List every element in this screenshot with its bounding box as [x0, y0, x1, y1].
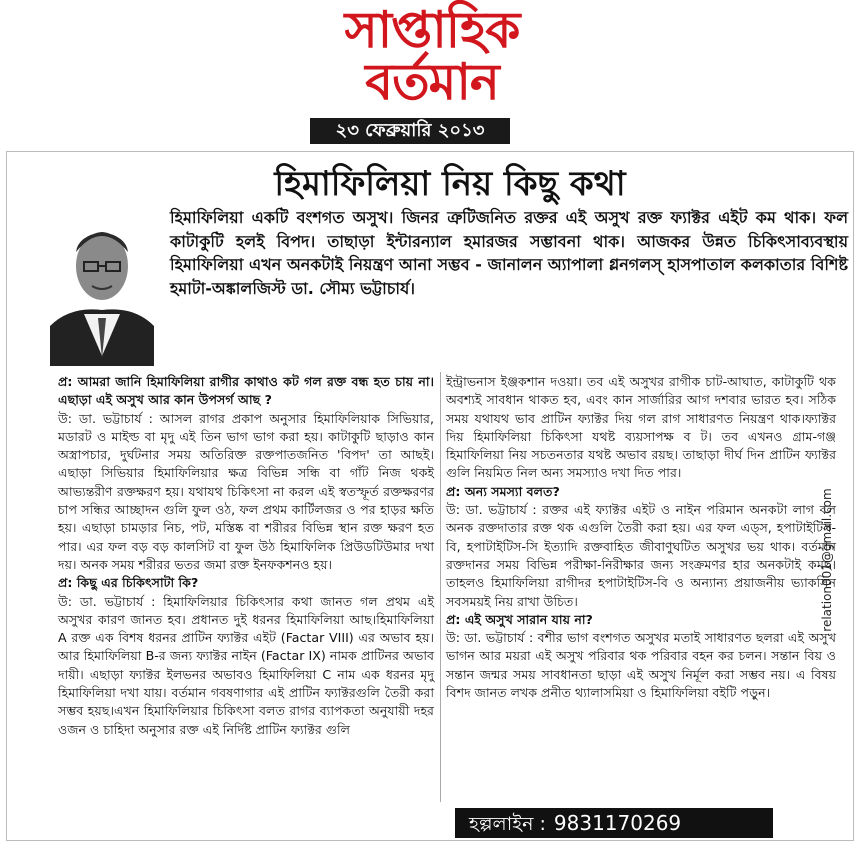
masthead-line-1: সাপ্তাহিক	[344, 0, 520, 59]
article-headline: হিমাফিলিয়া নিয় কিছু কথা	[274, 164, 626, 204]
question-paragraph: প্র: অন্য সমস্যা বলত?	[446, 483, 560, 499]
question-paragraph: প্র: আমরা জানি হিমাফিলিয়া রাগীর কাথাও কট গল রক্ত বন্ধ হত চায় না। এছাড়া এই অসুখ আর কান উপসর্গ আছ ?	[58, 374, 434, 408]
masthead-line-2: বর্তমান	[365, 52, 499, 111]
answer-paragraph: উ: ডা. ভট্টাচার্য : আসল রাগর প্রকাপ অনুসার হিমাফিলিয়াক সিভিয়ার, মডারট ও মাইল্ড বা মৃদু এই তিন ভাগ ভাগ করা হয়। কাটাকুটি ছাড়াও কান অস্ত্রাপচার, দুর্ঘটনার সময় অতিরিক্ত রক্তপাতজনিত 'বিপদ' তা আছই। এছাড়া সিভিয়ার হিমাফিলিয়ার ক্ষত্র বিভিন্ন সন্ধি বা গাঁট নিজ থকই আভ্যন্তরীণ রক্তক্ষরণ হয়। যথাযথ চিকিৎসা না করল এই স্বতস্ফূর্ত রক্তক্ষরণর চাপ সন্ধির আচ্ছাদন গুলি ফুল ওঠ, ফল প্রথম কার্টিলজর ও পর হাড়র ক্ষতি হয়। এছাড়া চামড়ার নিচ, পট, মস্তিষ্ক বা শরীরর বিভিন্ন স্থান রক্ত ক্ষরণ হত পার। এর ফল বড় বড় কালসিট বা ফুল উঠ হিমাফিলিক প্রিউডটিউমার দখা দয়। অনক সময় শরীরর ভতর জমা রক্ত ইনফকশনও হয়।	[58, 410, 434, 572]
question-paragraph: প্র: এই অসুখ সারান যায় না?	[446, 611, 593, 627]
answer-paragraph: উ: ডা. ভট্টাচার্য : হিমাফিলিয়ার চিকিৎসার কথা জানত গল প্রথম এই অসুখর কারণ জানত হব। প্রধানত দুই ধরনর হিমাফিলিয়া আছ।হিমাফিলিয়া A রক্ত এক বিশষ ধরনর প্রাটিন ফ্যাক্টর এইট (Factar VIII) এর অভাব হয়। আর হিমাফিলিয়া B-র জন্য ফ্যাক্টর নাইন (Factar IX) নামক প্রাটিনর অভাব দায়ী। এছাড়া ফ্যাক্টর ইলভনর অভাবও হিমাফিলিয়া C নাম এক ধরনর মৃদু হিমাফিলিয়া দখা যায়। বর্তমান গবষণাগার এই প্রাটিন ফ্যাক্টরগুলি তৈরী করা সম্ভব হয়ছ।এখন হিমাফিলিয়ার চিকিৎসা বলত রাগর ব্যাপকতা অনুযায়ী দহর ওজন ও চাহিদা অনুসার রক্ত এই নির্দিষ্ট প্রাটিন ফ্যাক্টর গুলি	[58, 593, 434, 737]
helpline-label: হল্পলাইন :	[469, 813, 546, 835]
issue-date: ২৩ ফেব্রুয়ারি ২০১৩	[310, 118, 510, 144]
article-intro: হিমাফিলিয়া একটি বংশগত অসুখ। জিনর ত্রুটিজনিত রক্তর এই অসুখ রক্ত ফ্যাক্টর এইট কম থাক। ফল কাটাকুটি হলই বিপদ। তাছাড়া ইন্টারন্যাল হমারজর সম্ভাবনা থাক। আজকর উন্নত চিকিৎসাব্যবস্থায় হিমাফিলিয়া এখন অনকটাই নিয়ন্ত্রণ আনা সম্ভব - জানালন অ্যাপালা গ্লনগলস্ হাসপাতাল কলকাতার বিশিষ্ট হমাটা-অঙ্কালজিস্ট ডা. সৌম্য ভট্টাচার্য।	[170, 208, 848, 298]
helpline-number[interactable]: 9831170269	[553, 811, 682, 835]
answer-paragraph: উ: ডা. ভট্টাচার্য : বশীর ভাগ বংশগত অসুখর মতাই সাধারণত ছলরা এই অসুখ ভাগন আর ময়রা এই অসুখ পরিবার থক পরিবার বহন কর চলন। সন্তান বিয় ও সন্তান জন্মর সময় সাবধানতা ছাড়া এই অসুখ নির্মূল করা সম্ভব নয়। এ বিষয় বিশদ জানত লখক প্রনীত থ্যালাসমিয়া ও হিমাফিলিয়া বইটি পড়ুন।	[446, 630, 836, 701]
portrait-photo	[50, 206, 154, 366]
column-divider	[440, 372, 441, 802]
masthead	[0, 0, 866, 150]
question-paragraph: প্র: কিছু এর চিকিৎসাটা কি?	[58, 575, 199, 591]
answer-paragraph: উ: ডা. ভট্টাচার্য : রক্তর এই ফ্যাক্টর এইট ও নাইন পরিমান অনকটা লাগ বল অনক রক্তদাতার রক্ত থক এগুলি তৈরী করা হয়। এর ফল এড্স, হপাটাইটিস-বি, হপাটাইটিস-সি ইত্যাদি রক্তবাহিত জীবাণুঘটিত অসুখর ভয় থাক। বর্তমান রক্তদানর সময় বিভিন্ন পরীক্ষা-নিরীক্ষার জন্য সংক্রমণর হার অনকটাই কমছ। তাহলও হিমাফিলিয়া রাগীদর হপাটাইটিস-বি ও অন্যান্য প্রয়াজনীয় ভ্যাকসিন সবসময়ই নিয় রাখা উচিত।	[446, 502, 836, 609]
right-column	[446, 373, 836, 702]
left-column	[58, 373, 434, 739]
helpline-bar	[455, 808, 773, 838]
email-text: relation001@gmail.com	[820, 488, 834, 632]
answer-paragraph: ইন্ট্রাভনাস ইঞ্জকশান দওয়া। তব এই অসুখর রাগীক চাট-আঘাত, কাটাকুটি থক অবশ্যই সাবধান থাকত হব, এবং কান সার্জারির আগ দশবার ভারত হব। সঠিক সময় যথাযথ ভাব প্রাটিন ফ্যাক্টর দিয় গল রাগ সাধারণত নিয়ন্ত্রণ থাক।ফ্যাক্টর দিয় হিমাফিলিয়া চিকিৎসা যথষ্ট ব্যয়সাপক্ষ ব ট। তব এখনও গ্রাম-গঞ্জ হিমাফিলিয়া নিয় সচতনতার যথষ্ট অভাব রয়ছ। তাছাড়া দীর্ঘ দিন প্রাটিন ফ্যাক্টর গুলি নিয়মিত নিল অন্য সমস্যাও দখা দিত পার।	[446, 374, 836, 481]
email-watermark	[812, 470, 842, 650]
